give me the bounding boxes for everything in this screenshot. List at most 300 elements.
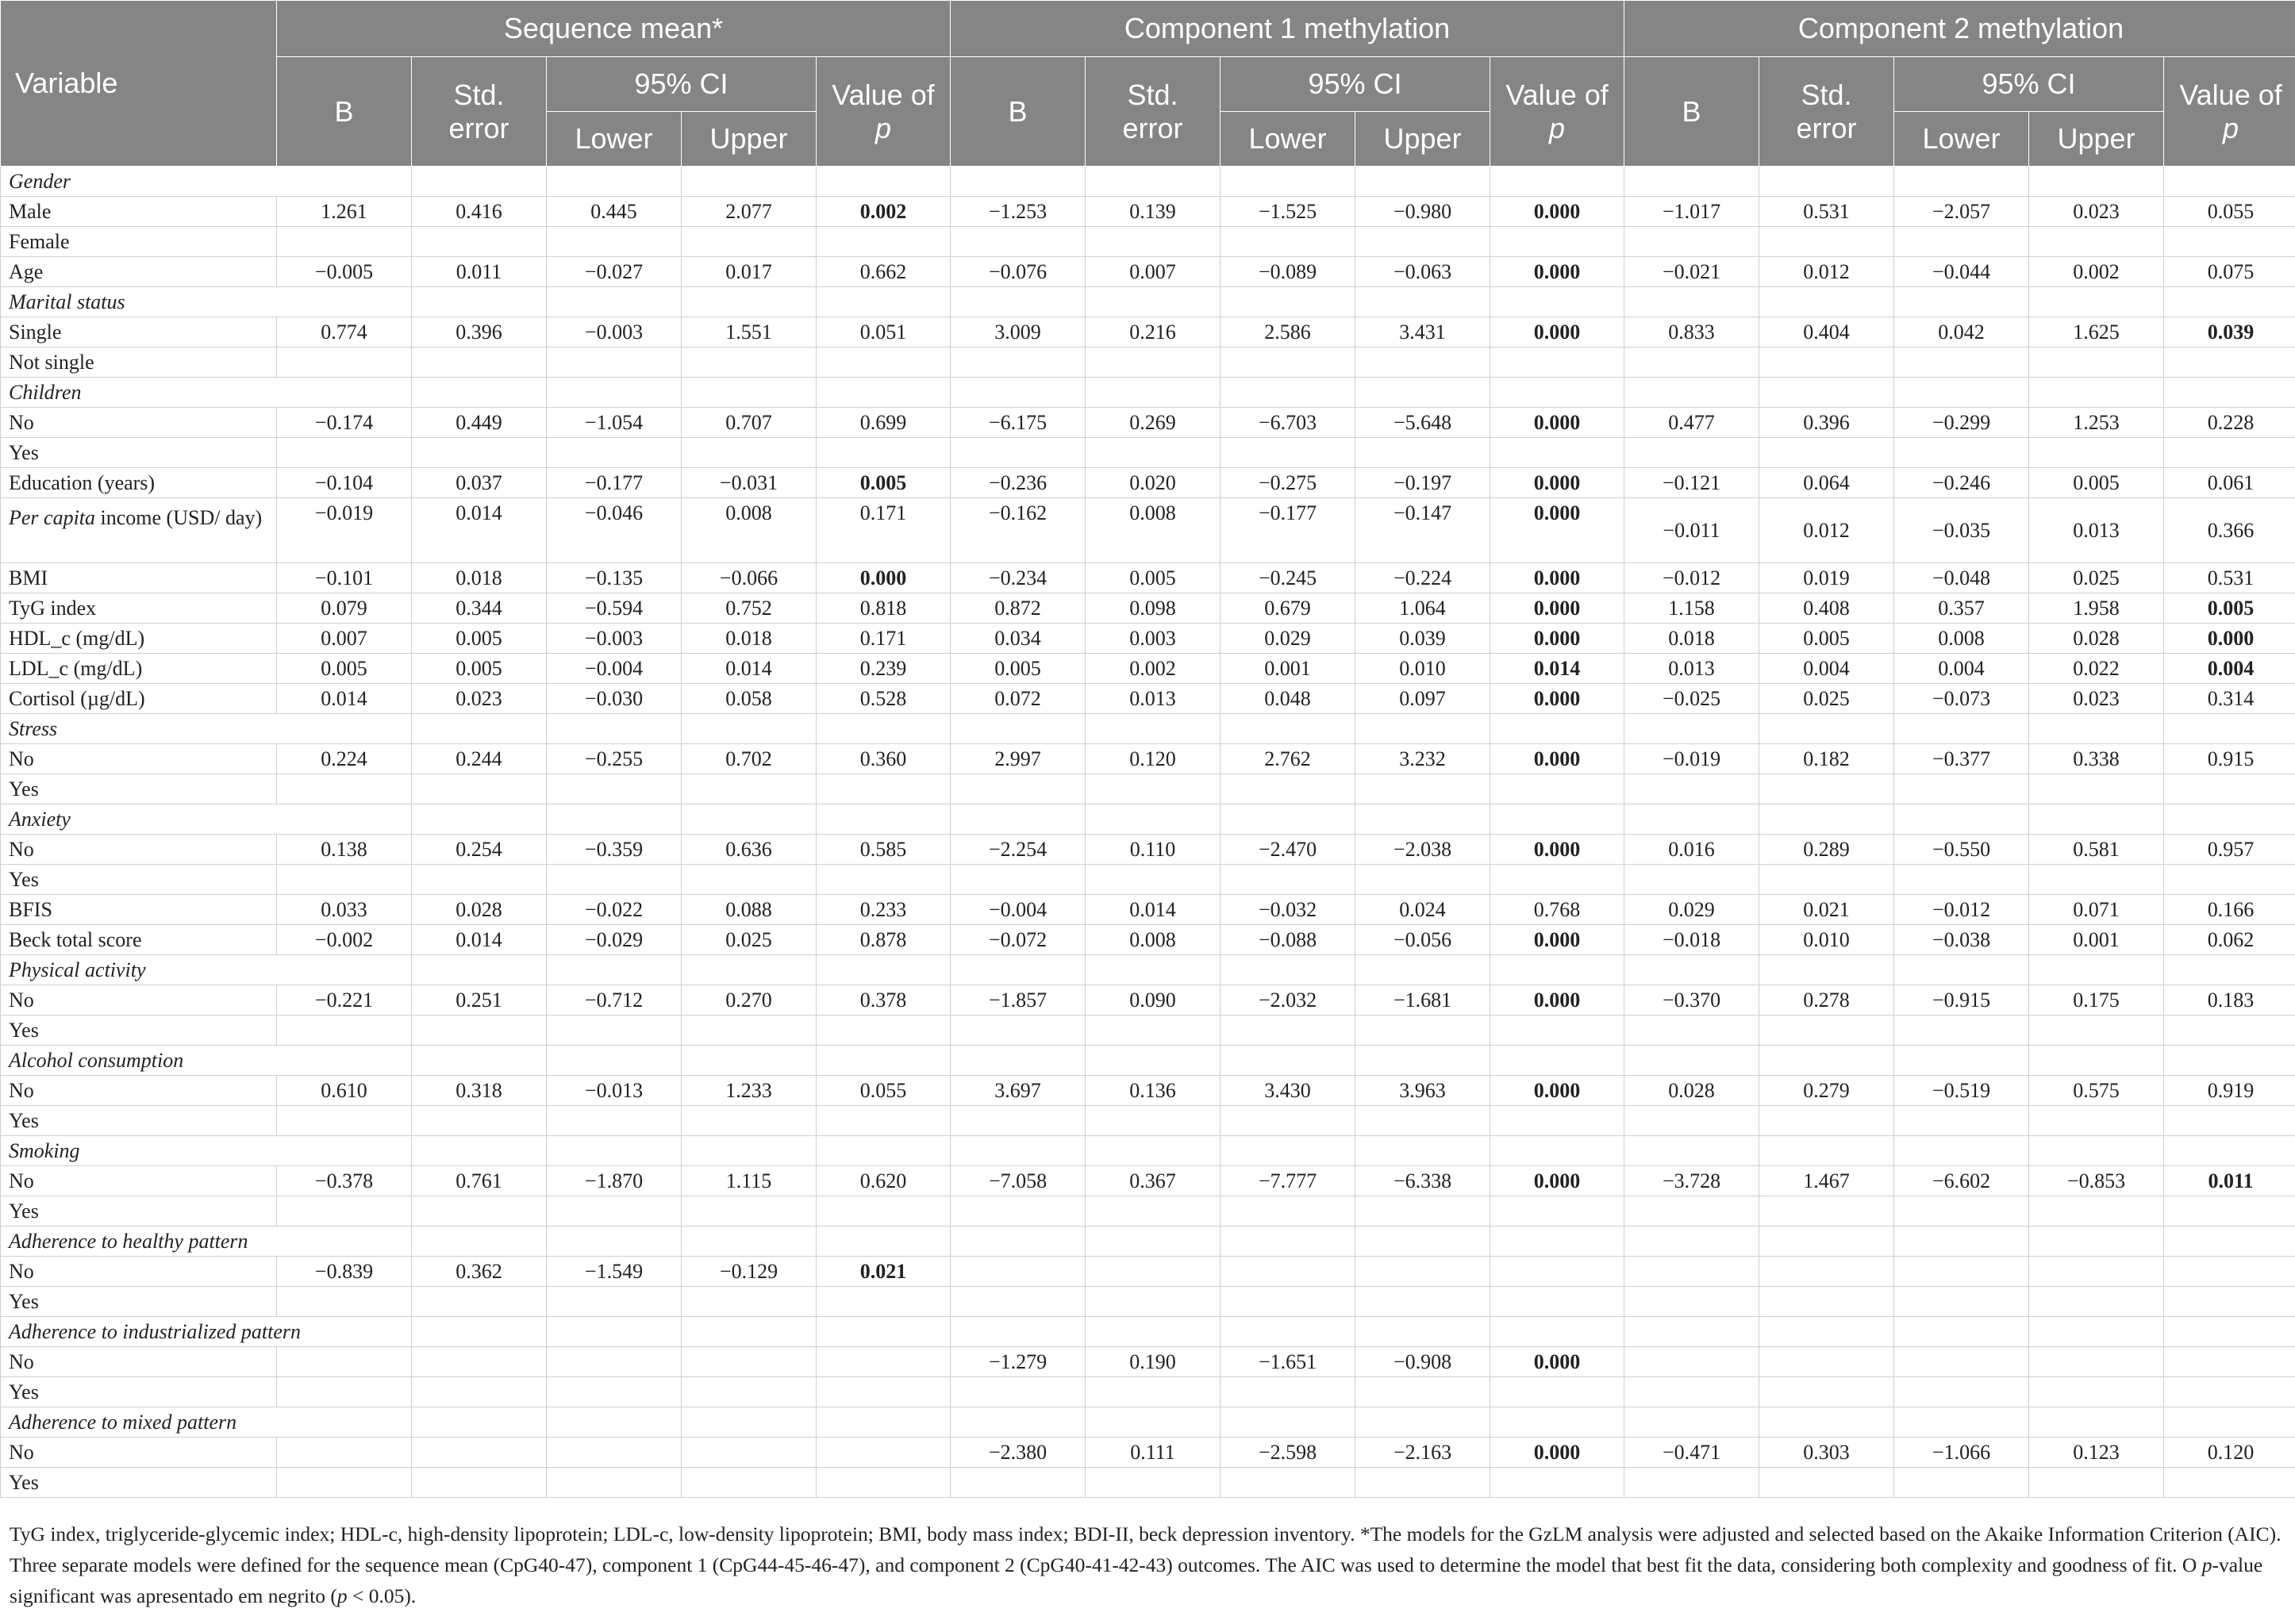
table-cell: 0.279 — [1759, 1076, 1894, 1106]
table-cell: 0.000 — [1490, 317, 1624, 347]
table-cell — [817, 714, 951, 744]
table-cell: 0.531 — [1759, 197, 1894, 227]
table-cell: 0.017 — [682, 257, 817, 287]
row-label: No — [1, 1076, 277, 1106]
table-cell: −0.101 — [277, 563, 412, 593]
table-cell — [817, 1438, 951, 1468]
table-cell: −0.018 — [1624, 925, 1759, 955]
table-cell — [2164, 1468, 2295, 1498]
table-cell: 0.098 — [1086, 593, 1221, 624]
table-cell — [1221, 1196, 1355, 1227]
table-cell — [2029, 1317, 2164, 1347]
table-cell — [1759, 347, 1894, 378]
table-cell: −0.299 — [1894, 408, 2029, 438]
table-cell: −0.104 — [277, 468, 412, 498]
row-label: No — [1, 1257, 277, 1287]
table-cell — [951, 1046, 1086, 1076]
table-cell — [1759, 714, 1894, 744]
table-cell — [1355, 1106, 1490, 1136]
table-cell: −0.980 — [1355, 197, 1490, 227]
table-cell: −0.063 — [1355, 257, 1490, 287]
table-cell — [1355, 1257, 1490, 1287]
table-cell — [1894, 1407, 2029, 1438]
table-cell — [547, 1407, 682, 1438]
table-cell — [2164, 865, 2295, 895]
table-cell: −0.245 — [1221, 563, 1355, 593]
ci-header: 95% CI — [547, 57, 817, 112]
table-cell: 0.254 — [412, 835, 547, 865]
section-label: Marital status — [1, 287, 277, 317]
table-cell: 0.233 — [817, 895, 951, 925]
table-cell: 0.023 — [2029, 197, 2164, 227]
table-cell — [1894, 347, 2029, 378]
table-cell: −0.029 — [547, 925, 682, 955]
table-cell — [412, 1407, 547, 1438]
table-cell — [1624, 955, 1759, 985]
table-cell — [412, 1196, 547, 1227]
table-cell: −2.032 — [1221, 985, 1355, 1015]
table-cell — [1894, 1015, 2029, 1046]
table-cell: −0.022 — [547, 895, 682, 925]
table-cell — [1086, 1196, 1221, 1227]
table-cell — [1355, 1407, 1490, 1438]
table-cell — [1624, 1377, 1759, 1407]
section-row — [1, 167, 2295, 197]
table-cell — [277, 1347, 412, 1377]
table-cell — [277, 1196, 412, 1227]
table-cell — [1759, 1407, 1894, 1438]
table-cell — [1490, 1407, 1624, 1438]
table-cell — [682, 1407, 817, 1438]
table-cell — [412, 1287, 547, 1317]
table-cell: −0.370 — [1624, 985, 1759, 1015]
table-cell: 0.005 — [817, 468, 951, 498]
section-row — [1, 1227, 2295, 1257]
table-cell: 0.019 — [1759, 563, 1894, 593]
table-cell: −6.703 — [1221, 408, 1355, 438]
row-label: Not single — [1, 347, 277, 378]
table-cell — [817, 287, 951, 317]
table-cell — [2164, 1377, 2295, 1407]
table-cell — [951, 227, 1086, 257]
table-cell: −7.777 — [1221, 1166, 1355, 1196]
table-cell — [2164, 1257, 2295, 1287]
table-cell: −0.021 — [1624, 257, 1759, 287]
table-cell: 0.014 — [412, 498, 547, 563]
table-cell: −0.129 — [682, 1257, 817, 1287]
table-cell — [2029, 714, 2164, 744]
table-cell — [1355, 804, 1490, 835]
table-cell — [2164, 438, 2295, 468]
table-cell — [682, 438, 817, 468]
row-label: Male — [1, 197, 277, 227]
table-cell: 0.445 — [547, 197, 682, 227]
table-cell: −0.019 — [1624, 744, 1759, 774]
table-cell: −0.853 — [2029, 1166, 2164, 1196]
table-cell — [1759, 438, 1894, 468]
row-label: Yes — [1, 438, 277, 468]
ci-lower-header: Lower — [547, 112, 682, 167]
table-cell: 1.261 — [277, 197, 412, 227]
table-row — [1, 227, 2295, 257]
table-cell: 0.408 — [1759, 593, 1894, 624]
table-cell: −0.011 — [1624, 498, 1759, 563]
table-cell: 0.058 — [682, 684, 817, 714]
table-row — [1, 1468, 2295, 1498]
table-cell — [1355, 438, 1490, 468]
row-label: Female — [1, 227, 277, 257]
table-cell: 0.061 — [2164, 468, 2295, 498]
table-cell — [1490, 1317, 1624, 1347]
table-row — [1, 654, 2295, 684]
table-cell: −0.013 — [547, 1076, 682, 1106]
table-cell — [1355, 287, 1490, 317]
table-cell: 1.158 — [1624, 593, 1759, 624]
table-cell: 1.253 — [2029, 408, 2164, 438]
table-row — [1, 1438, 2295, 1468]
table-cell — [682, 1046, 817, 1076]
table-cell: −0.027 — [547, 257, 682, 287]
table-cell — [1086, 774, 1221, 804]
table-cell — [2029, 1136, 2164, 1166]
table-cell — [682, 774, 817, 804]
table-cell — [817, 438, 951, 468]
table-cell: 1.064 — [1355, 593, 1490, 624]
table-cell — [951, 1257, 1086, 1287]
table-cell: −0.030 — [547, 684, 682, 714]
group-header-sequence-mean: Sequence mean* — [277, 1, 951, 57]
table-cell: 0.610 — [277, 1076, 412, 1106]
p-value-header: Value of p — [2164, 57, 2295, 167]
row-label: Age — [1, 257, 277, 287]
table-cell — [1624, 167, 1759, 197]
table-cell: 0.752 — [682, 593, 817, 624]
table-cell: −0.246 — [1894, 468, 2029, 498]
table-cell: −0.471 — [1624, 1438, 1759, 1468]
table-cell — [682, 804, 817, 835]
table-cell: 0.022 — [2029, 654, 2164, 684]
table-cell — [1221, 1227, 1355, 1257]
table-cell: 0.028 — [412, 895, 547, 925]
table-cell — [1086, 955, 1221, 985]
table-cell — [682, 1317, 817, 1347]
table-cell — [547, 1227, 682, 1257]
table-cell — [1490, 378, 1624, 408]
table-cell — [951, 1407, 1086, 1438]
table-cell — [547, 227, 682, 257]
table-cell — [1894, 227, 2029, 257]
table-cell — [1759, 287, 1894, 317]
table-cell — [2164, 804, 2295, 835]
table-cell — [277, 714, 412, 744]
table-cell: 0.033 — [277, 895, 412, 925]
table-cell — [817, 227, 951, 257]
table-cell: −2.598 — [1221, 1438, 1355, 1468]
table-cell: −0.174 — [277, 408, 412, 438]
table-cell — [1221, 804, 1355, 835]
table-cell — [1624, 438, 1759, 468]
table-cell: 1.551 — [682, 317, 817, 347]
table-cell: −2.163 — [1355, 1438, 1490, 1468]
table-cell — [682, 714, 817, 744]
table-cell: 0.224 — [277, 744, 412, 774]
table-cell — [1221, 287, 1355, 317]
table-cell — [1759, 227, 1894, 257]
table-cell — [412, 714, 547, 744]
table-cell — [1490, 1257, 1624, 1287]
table-cell — [951, 287, 1086, 317]
table-cell: −0.915 — [1894, 985, 2029, 1015]
table-cell — [547, 1468, 682, 1498]
table-cell — [951, 1317, 1086, 1347]
table-cell: −0.359 — [547, 835, 682, 865]
table-cell: −0.234 — [951, 563, 1086, 593]
table-cell: 0.010 — [1355, 654, 1490, 684]
table-cell: 0.039 — [2164, 317, 2295, 347]
table-cell: −0.712 — [547, 985, 682, 1015]
table-cell: 0.000 — [1490, 744, 1624, 774]
table-cell — [951, 1015, 1086, 1046]
row-label: No — [1, 408, 277, 438]
table-cell — [1759, 1317, 1894, 1347]
table-cell: 0.244 — [412, 744, 547, 774]
table-cell — [1221, 1287, 1355, 1317]
table-cell: −0.019 — [277, 498, 412, 563]
table-cell — [817, 865, 951, 895]
table-cell — [817, 1287, 951, 1317]
table-cell — [412, 287, 547, 317]
table-cell — [682, 227, 817, 257]
table-cell — [2029, 347, 2164, 378]
table-cell: 0.919 — [2164, 1076, 2295, 1106]
table-cell — [1355, 1468, 1490, 1498]
table-cell: −1.549 — [547, 1257, 682, 1287]
variable-header: Variable — [1, 1, 277, 167]
table-cell: 0.528 — [817, 684, 951, 714]
table-row — [1, 774, 2295, 804]
table-cell — [1894, 1317, 2029, 1347]
table-cell — [2164, 1046, 2295, 1076]
table-cell — [1086, 287, 1221, 317]
table-cell: −0.035 — [1894, 498, 2029, 563]
table-cell — [1624, 1407, 1759, 1438]
table-cell: −1.017 — [1624, 197, 1759, 227]
table-cell — [951, 167, 1086, 197]
table-cell: 3.697 — [951, 1076, 1086, 1106]
table-cell — [547, 438, 682, 468]
table-cell — [682, 865, 817, 895]
ci-lower-header: Lower — [1894, 112, 2029, 167]
table-cell — [547, 804, 682, 835]
table-cell: −0.003 — [547, 317, 682, 347]
table-cell: 0.000 — [1490, 468, 1624, 498]
table-cell: 0.088 — [682, 895, 817, 925]
table-cell — [412, 438, 547, 468]
table-cell — [547, 714, 682, 744]
table-cell: −0.076 — [951, 257, 1086, 287]
table-cell: 0.000 — [1490, 1347, 1624, 1377]
table-cell — [277, 1015, 412, 1046]
table-row — [1, 835, 2295, 865]
table-cell: 0.005 — [1759, 624, 1894, 654]
table-cell: 0.002 — [1086, 654, 1221, 684]
table-cell — [2164, 1136, 2295, 1166]
table-cell: 0.005 — [277, 654, 412, 684]
row-label: No — [1, 835, 277, 865]
table-cell — [1086, 1317, 1221, 1347]
table-cell — [1894, 287, 2029, 317]
table-cell — [277, 1227, 412, 1257]
table-cell — [1355, 1317, 1490, 1347]
table-cell — [2164, 287, 2295, 317]
table-cell — [1086, 865, 1221, 895]
table-cell — [277, 1438, 412, 1468]
table-row — [1, 468, 2295, 498]
table-cell: 0.062 — [2164, 925, 2295, 955]
table-cell — [1894, 1227, 2029, 1257]
table-cell: 2.586 — [1221, 317, 1355, 347]
table-cell — [951, 378, 1086, 408]
table-cell: 0.055 — [2164, 197, 2295, 227]
table-cell: 0.013 — [1624, 654, 1759, 684]
table-cell: 0.018 — [682, 624, 817, 654]
table-cell — [1490, 1136, 1624, 1166]
table-cell — [277, 1136, 412, 1166]
table-cell: 0.023 — [412, 684, 547, 714]
table-cell — [547, 1317, 682, 1347]
table-row — [1, 563, 2295, 593]
table-cell — [2164, 1287, 2295, 1317]
table-cell — [1355, 1015, 1490, 1046]
table-cell — [1355, 955, 1490, 985]
table-cell: 0.000 — [1490, 593, 1624, 624]
table-cell — [2029, 378, 2164, 408]
table-cell: 0.111 — [1086, 1438, 1221, 1468]
table-cell: 0.075 — [2164, 257, 2295, 287]
table-cell: 0.011 — [2164, 1166, 2295, 1196]
table-cell — [412, 1227, 547, 1257]
table-cell: −2.380 — [951, 1438, 1086, 1468]
row-label: Yes — [1, 1196, 277, 1227]
table-cell: 0.138 — [277, 835, 412, 865]
table-cell: 0.005 — [951, 654, 1086, 684]
table-cell — [277, 774, 412, 804]
table-cell — [547, 1347, 682, 1377]
table-cell — [1355, 774, 1490, 804]
table-cell: −0.519 — [1894, 1076, 2029, 1106]
table-cell: 0.029 — [1624, 895, 1759, 925]
table-cell: −0.038 — [1894, 925, 2029, 955]
table-cell: 0.008 — [1086, 925, 1221, 955]
table-row — [1, 1257, 2295, 1287]
table-cell — [817, 1407, 951, 1438]
table-cell: 0.028 — [1624, 1076, 1759, 1106]
table-cell: 0.318 — [412, 1076, 547, 1106]
table-cell: 0.396 — [1759, 408, 1894, 438]
table-cell: 3.431 — [1355, 317, 1490, 347]
section-label: Smoking — [1, 1136, 277, 1166]
table-row — [1, 347, 2295, 378]
table-cell — [1221, 1317, 1355, 1347]
table-cell — [277, 865, 412, 895]
footnote-p-symbol: p — [336, 1584, 348, 1607]
table-cell: −2.470 — [1221, 835, 1355, 865]
table-cell: −0.594 — [547, 593, 682, 624]
table-cell — [817, 1136, 951, 1166]
table-cell: −0.031 — [682, 468, 817, 498]
section-row — [1, 714, 2295, 744]
table-row — [1, 1196, 2295, 1227]
table-cell — [1624, 774, 1759, 804]
table-row — [1, 684, 2295, 714]
table-cell — [817, 804, 951, 835]
table-cell — [1894, 1136, 2029, 1166]
table-cell — [277, 167, 412, 197]
row-label: No — [1, 744, 277, 774]
section-row — [1, 1407, 2295, 1438]
table-cell: 0.000 — [1490, 1076, 1624, 1106]
table-cell — [951, 1136, 1086, 1166]
table-cell: 0.171 — [817, 624, 951, 654]
table-cell: −0.004 — [951, 895, 1086, 925]
table-cell: −0.135 — [547, 563, 682, 593]
table-cell: −1.066 — [1894, 1438, 2029, 1468]
table-cell: −0.908 — [1355, 1347, 1490, 1377]
table-cell — [1355, 865, 1490, 895]
table-cell — [277, 804, 412, 835]
section-label: Adherence to healthy pattern — [1, 1227, 277, 1257]
table-cell: −0.839 — [277, 1257, 412, 1287]
table-row — [1, 438, 2295, 468]
table-cell — [682, 1136, 817, 1166]
table-cell — [412, 1377, 547, 1407]
table-cell — [1894, 714, 2029, 744]
table-cell — [412, 1046, 547, 1076]
table-cell — [2029, 227, 2164, 257]
table-cell — [682, 287, 817, 317]
ci-header: 95% CI — [1894, 57, 2164, 112]
table-cell — [1759, 1136, 1894, 1166]
table-cell: 0.003 — [1086, 624, 1221, 654]
table-cell — [817, 1046, 951, 1076]
table-cell — [951, 955, 1086, 985]
table-cell — [1221, 347, 1355, 378]
table-cell: 0.190 — [1086, 1347, 1221, 1377]
table-cell — [1759, 865, 1894, 895]
table-cell — [682, 347, 817, 378]
table-cell: 0.378 — [817, 985, 951, 1015]
table-cell: 0.014 — [682, 654, 817, 684]
table-cell — [817, 1015, 951, 1046]
table-cell: 0.055 — [817, 1076, 951, 1106]
table-cell: 0.005 — [2164, 593, 2295, 624]
table-cell: 0.338 — [2029, 744, 2164, 774]
table-cell: 0.005 — [2029, 468, 2164, 498]
table-cell: 0.166 — [2164, 895, 2295, 925]
table-cell — [1086, 1046, 1221, 1076]
table-cell — [1490, 227, 1624, 257]
std-error-header: Std. error — [1086, 57, 1221, 167]
table-cell — [547, 378, 682, 408]
table-cell: 0.000 — [1490, 835, 1624, 865]
row-label: No — [1, 1166, 277, 1196]
table-cell — [1624, 227, 1759, 257]
section-label: Children — [1, 378, 277, 408]
table-cell — [1086, 438, 1221, 468]
row-label: Yes — [1, 774, 277, 804]
table-cell: 0.039 — [1355, 624, 1490, 654]
table-cell — [682, 1377, 817, 1407]
